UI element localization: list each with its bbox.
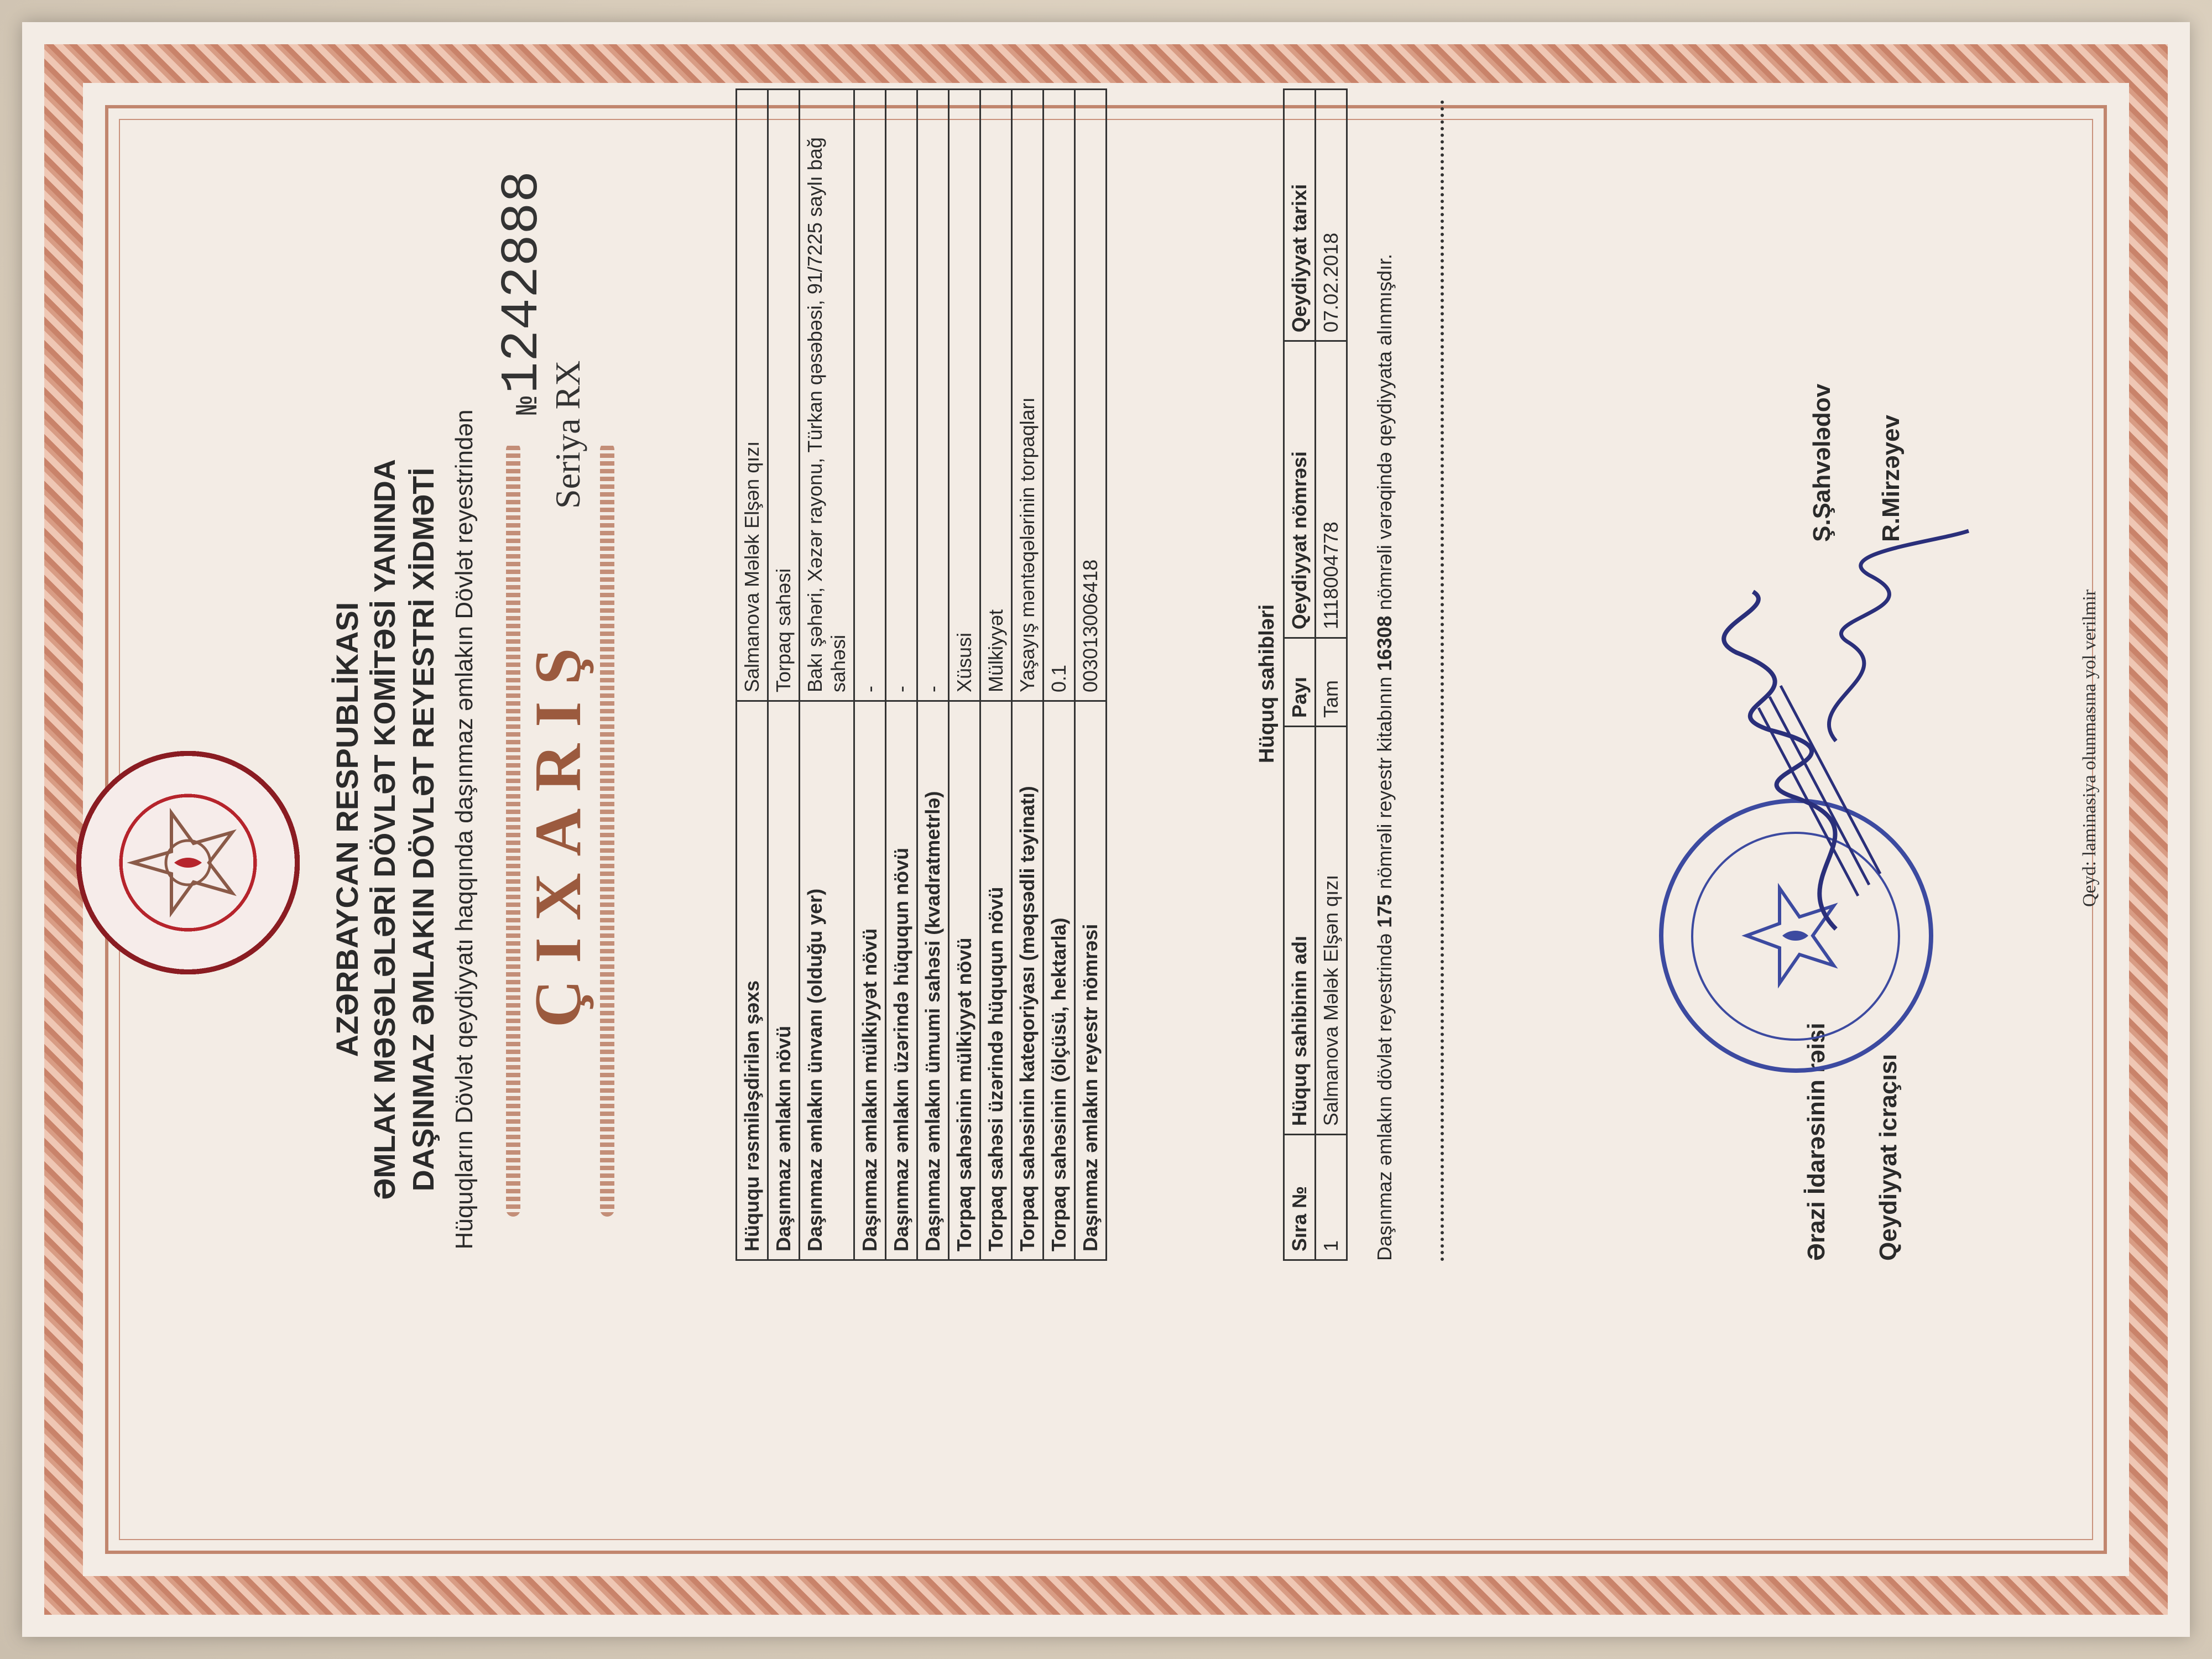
property-field-label: Daşınmaz əmlakın növü — [768, 701, 800, 1260]
owners-cell: 07.02.2018 — [1316, 90, 1347, 341]
header-subtitle: Hüquqların Dövlət qeydiyyatı haqqında daşınmaz əmlakın Dövlət reyestrindən — [451, 409, 478, 1250]
registrar-name: R.Mirzəyev — [1877, 415, 1905, 542]
property-info-row — [886, 90, 917, 1260]
property-field-value: Torpaq sahəsi — [768, 90, 800, 701]
registry-sheet-number: 16308 — [1373, 615, 1396, 671]
note-part3: nömrəli vərəqində qeydiyyata alınmışdır. — [1373, 254, 1396, 611]
serial-digits: 1242888 — [492, 170, 552, 394]
property-field-label: Daşınmaz əmlakın ünvanı (olduğu yer) — [800, 701, 854, 1260]
property-field-label: Daşınmaz əmlakın mülkiyyət növü — [854, 701, 886, 1260]
property-field-label: Hüququ rəsmiləşdirilən şəxs — [737, 701, 768, 1260]
header-committee: ƏMLAK MƏSƏLƏLƏRİ DÖVLƏT KOMİTƏSİ YANINDA — [368, 459, 401, 1200]
registrar-label: Qeydiyyat icraçısı — [1875, 1053, 1902, 1261]
property-field-value: 0.1 — [1044, 90, 1075, 701]
owners-header-cell: Hüquq sahibinin adı — [1284, 727, 1316, 1135]
property-field-value: Bakı şəhəri, Xəzər rayonu, Türkan qəsəbəsi, 91/7225 saylı bağ sahəsi — [800, 90, 854, 701]
property-field-label: Torpaq sahəsinin (ölçüsü, hektarla) — [1044, 701, 1075, 1260]
owners-header-cell: Qeydiyyat tarixi — [1284, 90, 1316, 341]
lamination-note: Qeyd: laminasiya olunmasına yol verilmir — [2079, 589, 2100, 907]
property-field-value: - — [854, 90, 886, 701]
property-info-row — [980, 90, 1012, 1260]
property-info-row — [768, 90, 800, 1260]
property-field-label: Daşınmaz əmlakın reyestr nömrəsi — [1075, 701, 1107, 1260]
property-field-value: - — [917, 90, 949, 701]
ornament-bottom — [600, 442, 614, 1217]
owners-header-cell: Payı — [1284, 638, 1316, 727]
header-service: DAŞINMAZ ƏMLAKIN DÖVLƏT REYESTRİ XİDMƏTİ — [407, 467, 440, 1192]
property-info-table — [735, 88, 1107, 1261]
note-part1: Daşınmaz əmlakın dövlət reyestrində — [1373, 933, 1396, 1261]
property-field-label: Torpaq sahəsinin mülkiyyət növü — [949, 701, 980, 1260]
owners-cell: 1118004778 — [1316, 341, 1347, 638]
certificate-content — [22, 22, 2190, 1637]
owners-title: Hüquq sahibləri — [1255, 604, 1279, 763]
property-field-value: Salmanova Mələk Elşən qızı — [737, 90, 768, 701]
regional-head-name: Ş.Şahvələdov — [1808, 383, 1835, 542]
property-info-row — [800, 90, 854, 1260]
owners-cell: Salmanova Mələk Elşən qızı — [1316, 727, 1347, 1135]
property-info-row — [917, 90, 949, 1260]
signature-registrar-icon — [1792, 520, 1991, 752]
property-field-value: 003013006418 — [1075, 90, 1107, 701]
property-info-row — [1044, 90, 1075, 1260]
property-field-value: Xüsusi — [949, 90, 980, 701]
state-emblem-icon — [66, 741, 310, 984]
property-field-value: Mülkiyyət — [980, 90, 1012, 701]
ornament-top — [506, 442, 520, 1217]
property-info-row — [1012, 90, 1044, 1260]
property-info-row — [854, 90, 886, 1260]
property-info-row — [737, 90, 768, 1260]
property-info-row — [949, 90, 980, 1260]
owners-table — [1283, 88, 1348, 1261]
dotted-line — [1441, 100, 1444, 1261]
owners-cell: Tam — [1316, 638, 1347, 727]
owners-header-cell: Sıra № — [1284, 1135, 1316, 1260]
property-field-label: Daşınmaz əmlakın üzərində hüququn növü — [886, 701, 917, 1260]
serial-number — [492, 171, 552, 415]
registration-note — [1371, 100, 1398, 1261]
note-part2: nömrəli reyestr kitabının — [1373, 676, 1396, 889]
property-field-value: Yaşayış məntəqələrinin torpaqları — [1012, 90, 1044, 701]
owners-cell: 1 — [1316, 1135, 1347, 1260]
owners-row — [1316, 90, 1347, 1260]
owners-header-cell: Qeydiyyat nömrəsi — [1284, 341, 1316, 638]
header-country: AZƏRBAYCAN RESPUBLİKASI — [330, 602, 364, 1057]
property-info-row — [1075, 90, 1107, 1260]
series-label: Seriya RX — [548, 360, 587, 509]
certificate-paper — [22, 22, 2190, 1637]
property-field-label: Torpaq sahəsi üzərində hüququn növü — [980, 701, 1012, 1260]
registry-book-number: 175 — [1373, 894, 1396, 928]
property-field-label: Daşınmaz əmlakın ümumi sahəsi (kvadratmetrlə) — [917, 701, 949, 1260]
regional-head-label: Ərazi İdarəsinin rəisi — [1803, 1022, 1830, 1261]
document-title: ÇIXARIŞ — [521, 631, 594, 1028]
number-sign: № — [510, 396, 546, 415]
property-field-value: - — [886, 90, 917, 701]
property-field-label: Torpaq sahəsinin kateqoriyası (məqsədli təyinatı) — [1012, 701, 1044, 1260]
